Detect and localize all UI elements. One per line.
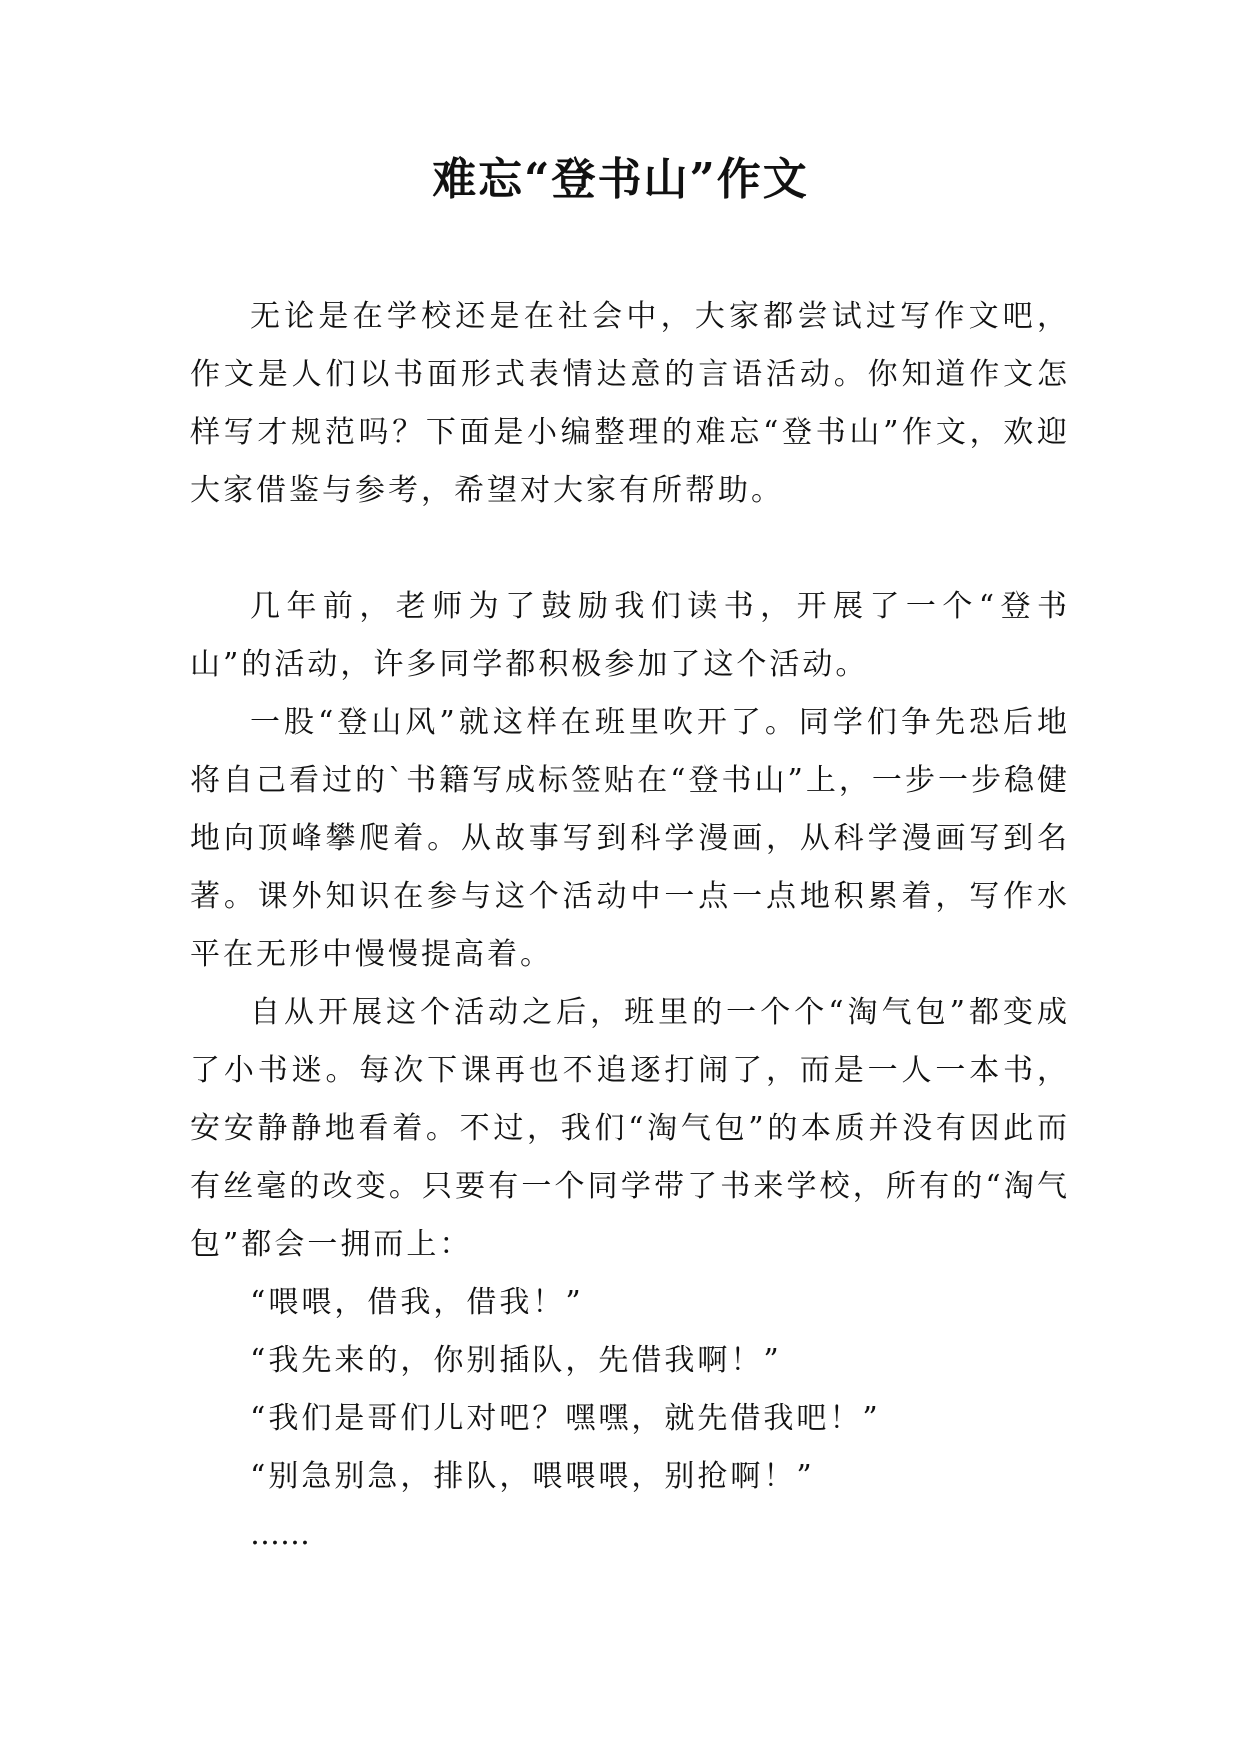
dialog-line-2: “我先来的，你别插队，先借我啊！” [250, 1343, 782, 1378]
intro-paragraph: 无论是在学校还是在社会中，大家都尝试过写作文吧，作文是人们以书面形式表情达意的言语活动。你知道作文怎样写才规范吗？下面是小编整理的难忘“登书山”作文，欢迎大家借鉴与参考，希望对大家有所帮助。 [190, 299, 1070, 508]
ellipsis-line: …… [250, 1517, 310, 1552]
dialog-line-4: “别急别急，排队，喂喂喂，别抢啊！” [250, 1459, 815, 1494]
document-body [190, 288, 1070, 1564]
document-title: 难忘“登书山”作文 [432, 154, 809, 205]
paragraph-3: 自从开展这个活动之后，班里的一个个“淘气包”都变成了小书迷。每次下课再也不追逐打闹了，而是一人一本书，安安静静地看着。不过，我们“淘气包”的本质并没有因此而有丝毫的改变。只要有一个同学带了书来学校，所有的“淘气包”都会一拥而上： [190, 995, 1070, 1262]
dialog-line-1: “喂喂，借我，借我！” [250, 1285, 584, 1320]
paragraph-2: 一股“登山风”就这样在班里吹开了。同学们争先恐后地将自己看过的`书籍写成标签贴在“登书山”上，一步一步稳健地向顶峰攀爬着。从故事写到科学漫画，从科学漫画写到名著。课外知识在参与这个活动中一点一点地积累着，写作水平在无形中慢慢提高着。 [190, 705, 1070, 972]
paragraph-1: 几年前，老师为了鼓励我们读书，开展了一个“登书山”的活动，许多同学都积极参加了这个活动。 [190, 589, 1070, 682]
dialog-line-3: “我们是哥们儿对吧？嘿嘿，就先借我吧！” [250, 1401, 881, 1436]
